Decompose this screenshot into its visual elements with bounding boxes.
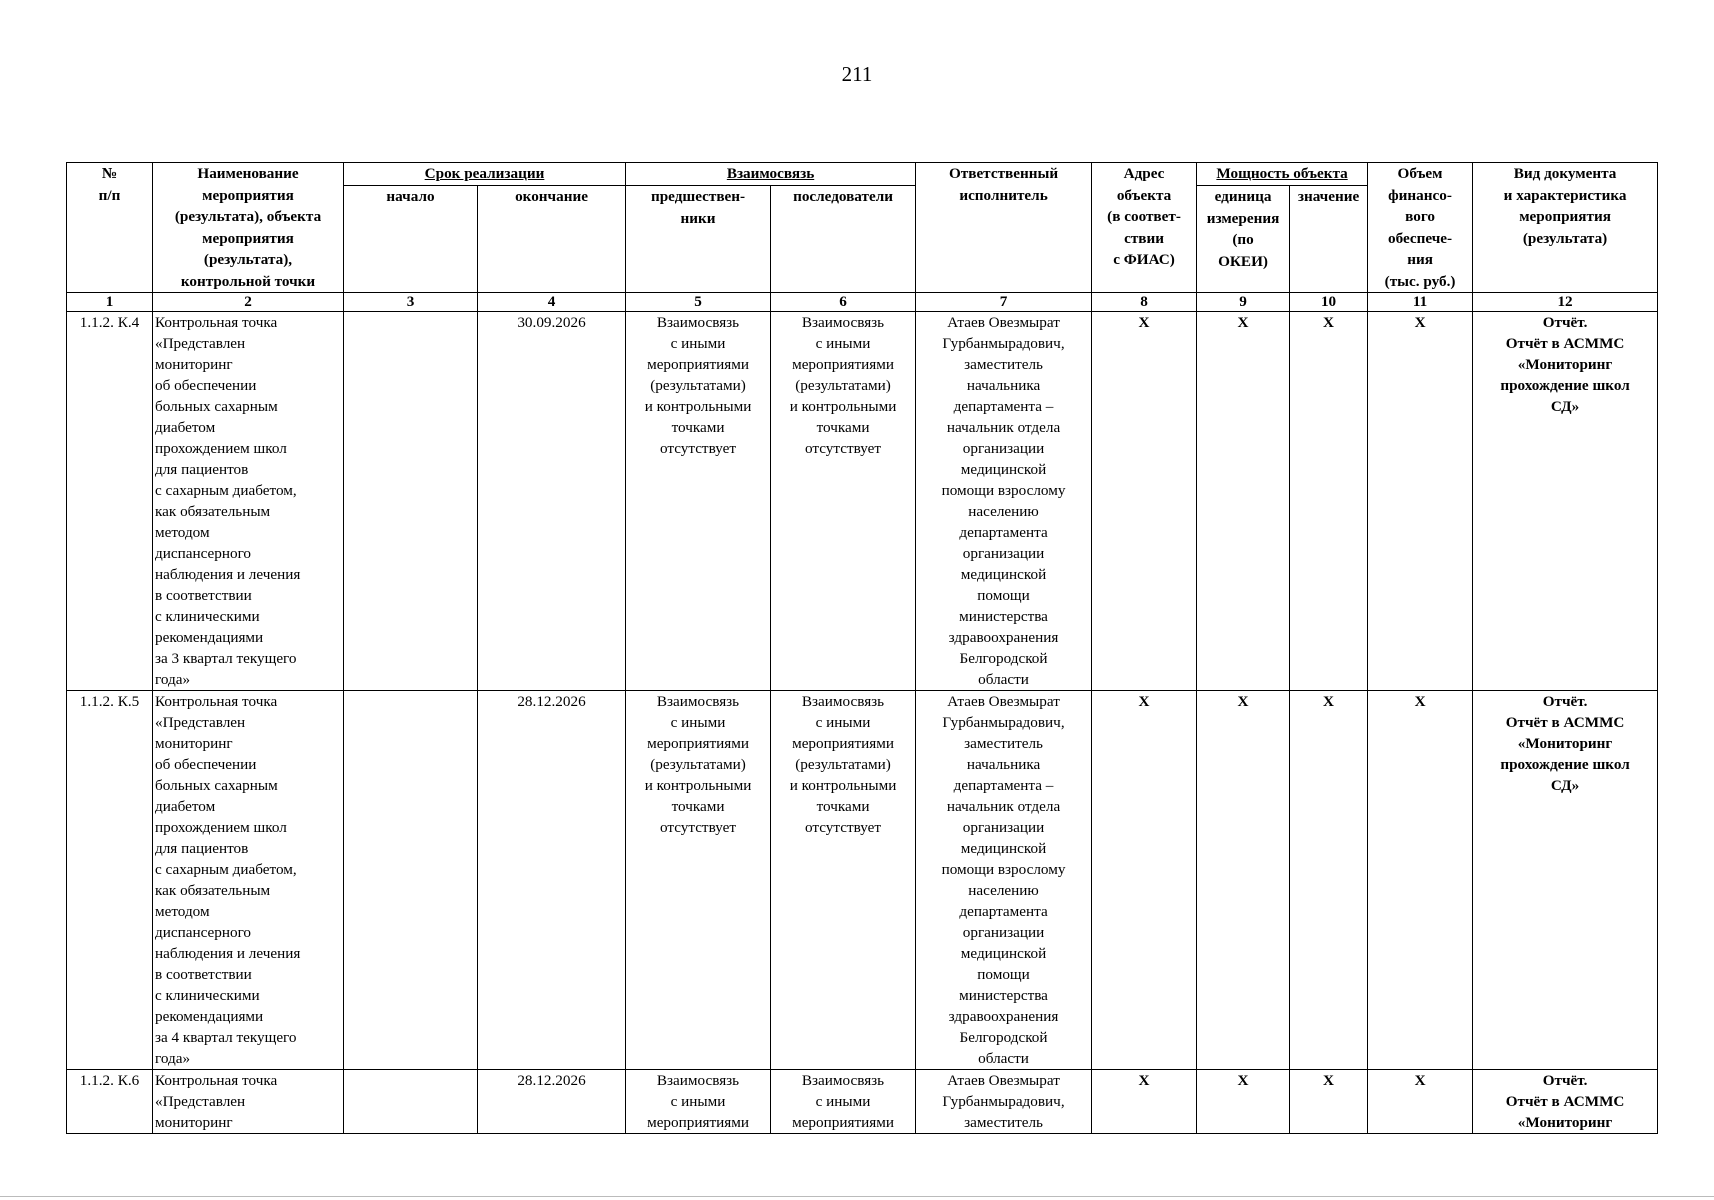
header-num: № п/п	[67, 163, 153, 293]
column-number-row	[67, 293, 1658, 312]
header-start: начало	[344, 186, 478, 293]
column-number: 10	[1290, 293, 1368, 312]
row-address: X	[1092, 312, 1197, 691]
row-address: X	[1092, 691, 1197, 1070]
row-value: X	[1290, 1070, 1368, 1134]
header-predecessors: предшествен- ники	[626, 186, 771, 293]
row-unit: X	[1197, 691, 1290, 1070]
row-end: 30.09.2026	[478, 312, 626, 691]
header-end: окончание	[478, 186, 626, 293]
row-predecessors: Взаимосвязь с иными мероприятиями	[626, 1070, 771, 1134]
row-value: X	[1290, 691, 1368, 1070]
header-name: Наименование мероприятия (результата), объекта мероприятия (результата), контрольной точки	[153, 163, 344, 293]
row-name: Контрольная точка «Представлен мониторинг об обеспечении больных сахарным диабетом прохождением школ для пациентов с сахарным диабетом, как обязательным методом диспансерного наблюдения и лечения в соответствии с клиническими рекомендациями за 4 квартал текущего года»	[153, 691, 344, 1070]
row-id: 1.1.2. К.5	[67, 691, 153, 1070]
plan-table	[66, 162, 1658, 1134]
row-end: 28.12.2026	[478, 691, 626, 1070]
column-number: 3	[344, 293, 478, 312]
row-unit: X	[1197, 1070, 1290, 1134]
column-number: 7	[916, 293, 1092, 312]
row-predecessors: Взаимосвязь с иными мероприятиями (результатами) и контрольными точками отсутствует	[626, 691, 771, 1070]
header-unit: единица измерения (по ОКЕИ)	[1197, 186, 1290, 293]
header-address: Адрес объекта (в соответ- ствии с ФИАС)	[1092, 163, 1197, 293]
header-finance: Объем финансо- вого обеспече- ния (тыс. руб.)	[1368, 163, 1473, 293]
row-responsible: Атаев Овезмырат Гурбанмырадович, заместитель начальника департамента – начальник отдела организации медицинской помощи взрослому населению департамента организации медицинской помощи министерства здравоохранения Белгородской области	[916, 312, 1092, 691]
row-id: 1.1.2. К.4	[67, 312, 153, 691]
row-successors: Взаимосвязь с иными мероприятиями (результатами) и контрольными точками отсутствует	[771, 312, 916, 691]
row-name: Контрольная точка «Представлен мониторинг об обеспечении больных сахарным диабетом прохождением школ для пациентов с сахарным диабетом, как обязательным методом диспансерного наблюдения и лечения в соответствии с клиническими рекомендациями за 3 квартал текущего года»	[153, 312, 344, 691]
row-unit: X	[1197, 312, 1290, 691]
row-value: X	[1290, 312, 1368, 691]
row-start	[344, 1070, 478, 1134]
row-finance: X	[1368, 312, 1473, 691]
row-doc-type: Отчёт. Отчёт в АСММС «Мониторинг прохождение школ СД»	[1473, 312, 1658, 691]
column-number: 2	[153, 293, 344, 312]
column-number: 6	[771, 293, 916, 312]
column-number: 1	[67, 293, 153, 312]
header-power-group: Мощность объекта	[1197, 163, 1368, 186]
row-finance: X	[1368, 1070, 1473, 1134]
row-responsible: Атаев Овезмырат Гурбанмырадович, заместитель начальника департамента – начальник отдела организации медицинской помощи взрослому населению департамента организации медицинской помощи министерства здравоохранения Белгородской области	[916, 691, 1092, 1070]
table-row	[67, 1070, 1658, 1134]
row-id: 1.1.2. К.6	[67, 1070, 153, 1134]
column-number: 8	[1092, 293, 1197, 312]
column-number: 11	[1368, 293, 1473, 312]
row-doc-type: Отчёт. Отчёт в АСММС «Мониторинг прохождение школ СД»	[1473, 691, 1658, 1070]
table-header	[67, 163, 1658, 312]
header-doc-type: Вид документа и характеристика мероприятия (результата)	[1473, 163, 1658, 293]
row-doc-type: Отчёт. Отчёт в АСММС «Мониторинг	[1473, 1070, 1658, 1134]
table-row	[67, 312, 1658, 691]
column-number: 12	[1473, 293, 1658, 312]
row-predecessors: Взаимосвязь с иными мероприятиями (результатами) и контрольными точками отсутствует	[626, 312, 771, 691]
row-successors: Взаимосвязь с иными мероприятиями	[771, 1070, 916, 1134]
page-number: 211	[841, 62, 873, 86]
row-responsible: Атаев Овезмырат Гурбанмырадович, заместитель	[916, 1070, 1092, 1134]
column-number: 9	[1197, 293, 1290, 312]
table-row	[67, 691, 1658, 1070]
row-end: 28.12.2026	[478, 1070, 626, 1134]
scan-edge-line	[0, 1196, 1714, 1197]
row-finance: X	[1368, 691, 1473, 1070]
header-value: значение	[1290, 186, 1368, 293]
header-term-group: Срок реализации	[344, 163, 626, 186]
row-start	[344, 312, 478, 691]
column-number: 4	[478, 293, 626, 312]
row-start	[344, 691, 478, 1070]
header-link-group: Взаимосвязь	[626, 163, 916, 186]
column-number: 5	[626, 293, 771, 312]
row-name: Контрольная точка «Представлен мониторинг	[153, 1070, 344, 1134]
row-successors: Взаимосвязь с иными мероприятиями (результатами) и контрольными точками отсутствует	[771, 691, 916, 1070]
header-responsible: Ответственный исполнитель	[916, 163, 1092, 293]
row-address: X	[1092, 1070, 1197, 1134]
header-successors: последователи	[771, 186, 916, 293]
